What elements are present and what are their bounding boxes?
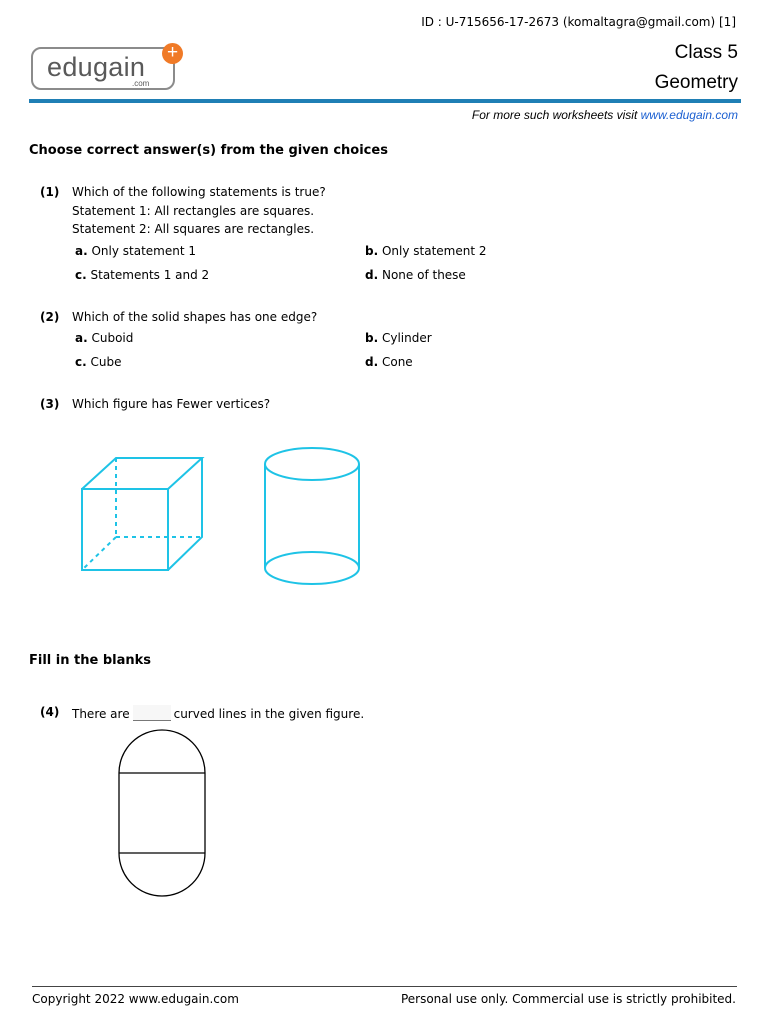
q1-option-c[interactable]: c. Statements 1 and 2	[75, 268, 210, 282]
q2-option-b[interactable]: b. Cylinder	[365, 331, 432, 345]
capsule-figure	[110, 728, 220, 903]
footer-divider	[32, 986, 737, 987]
worksheet-id: ID : U-715656-17-2673 (komaltagra@gmail.com) [1]	[421, 15, 736, 29]
footer-notice: Personal use only. Commercial use is strictly prohibited.	[400, 992, 736, 1006]
q3-number: (3)	[40, 397, 60, 411]
visit-line	[472, 108, 738, 122]
q4-text-after: curved lines in the given figure.	[173, 707, 365, 721]
subject-label: Geometry	[654, 72, 738, 93]
section-choose-title: Choose correct answer(s) from the given choices	[29, 143, 388, 158]
q1-option-d[interactable]: d. None of these	[365, 268, 466, 282]
q1-option-b[interactable]: b. Only statement 2	[365, 244, 487, 258]
q1-statement-2: Statement 2: All squares are rectangles.	[72, 222, 315, 236]
q2-text: Which of the solid shapes has one edge?	[72, 310, 318, 324]
class-label: Class 5	[674, 42, 738, 63]
logo-com: .com	[132, 79, 150, 88]
q4-number: (4)	[40, 705, 60, 719]
q1-option-a[interactable]: a. Only statement 1	[75, 244, 197, 258]
cube-figure	[82, 458, 202, 570]
q1-text: Which of the following statements is true?	[72, 185, 326, 199]
q1-number: (1)	[40, 185, 60, 199]
q1-statement-1: Statement 1: All rectangles are squares.	[72, 204, 315, 218]
q2-option-a[interactable]: a. Cuboid	[75, 331, 134, 345]
q4-text	[72, 705, 364, 721]
cylinder-figure	[265, 448, 359, 584]
visit-link[interactable]: www.edugain.com	[640, 108, 738, 122]
q3-text: Which figure has Fewer vertices?	[72, 397, 271, 411]
footer-copyright: Copyright 2022 www.edugain.com	[32, 992, 239, 1006]
q3-figures	[60, 440, 390, 600]
q2-number: (2)	[40, 310, 60, 324]
q4-text-before: There are	[72, 707, 130, 721]
section-fill-title: Fill in the blanks	[29, 653, 151, 668]
q2-option-c[interactable]: c. Cube	[75, 355, 122, 369]
edugain-logo[interactable]	[31, 47, 175, 90]
logo-plus-icon: +	[162, 43, 183, 64]
visit-prefix: For more such worksheets visit	[471, 108, 641, 122]
header-divider	[29, 99, 741, 103]
answer-blank[interactable]	[133, 705, 171, 721]
logo-wordmark: edugain	[47, 52, 146, 82]
q2-option-d[interactable]: d. Cone	[365, 355, 413, 369]
